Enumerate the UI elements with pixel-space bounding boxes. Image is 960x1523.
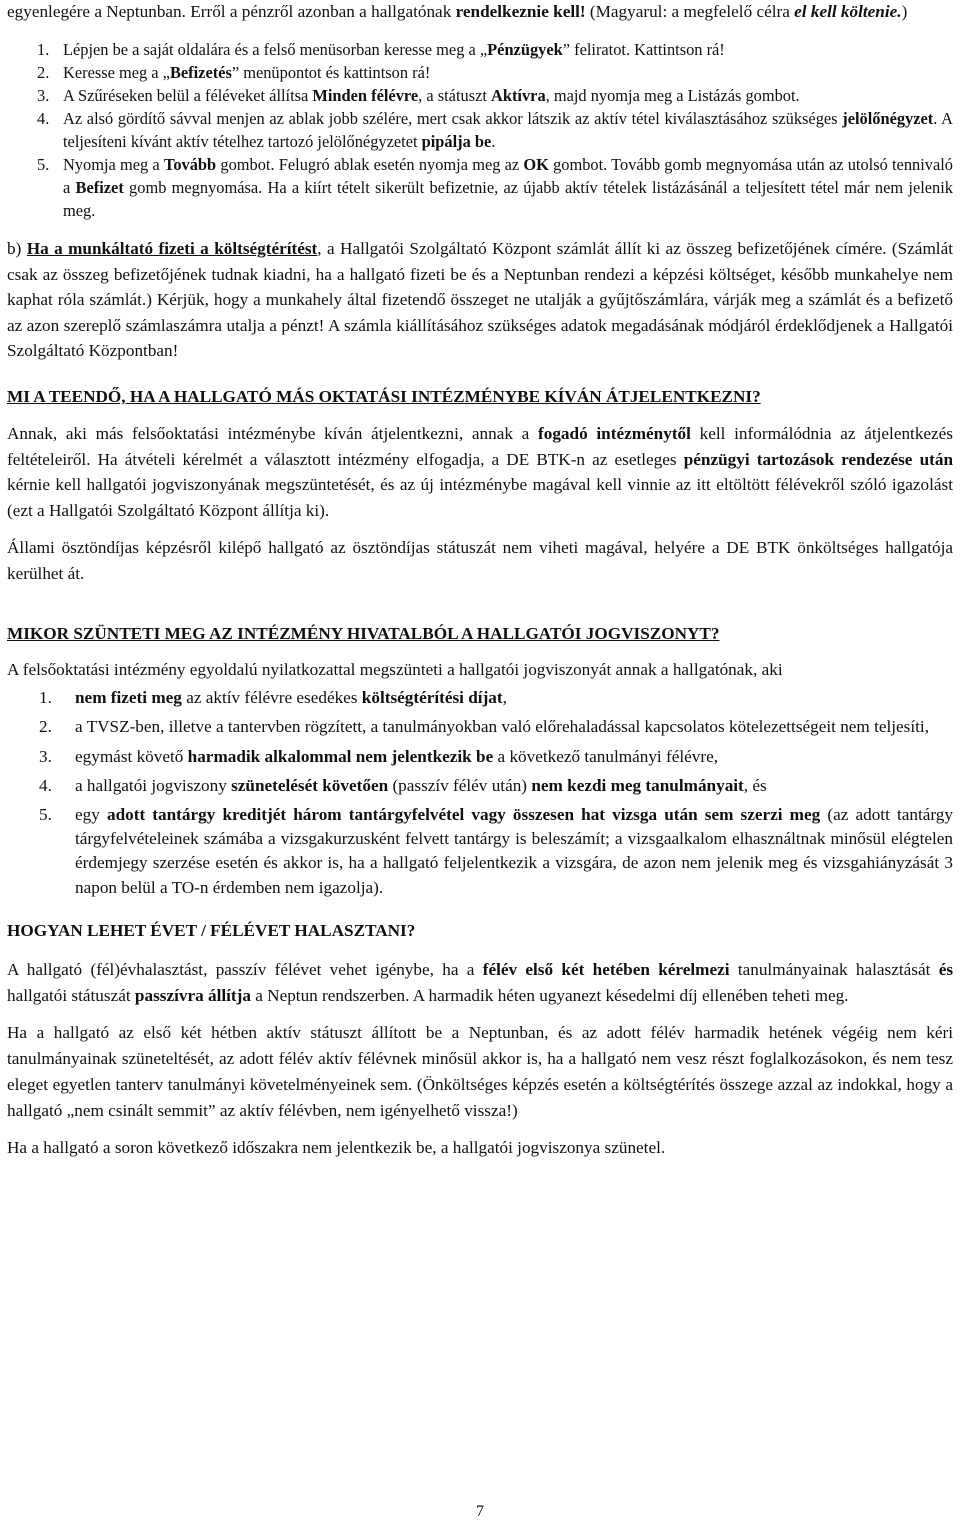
step-number: 2. (37, 63, 50, 82)
transfer-segment: fogadó intézménytől (538, 423, 691, 443)
termination-item (7, 686, 953, 710)
intro-text: egyenlegére a Neptunban. Erről a pénzről azonban a hallgatónak (7, 2, 456, 21)
step-segment: Aktívra (491, 86, 546, 105)
deferral-segment: tanulmányainak halasztását (729, 959, 939, 979)
termination-item (7, 803, 953, 900)
termination-number: 2. (39, 717, 52, 737)
termination-segment: szünetelését követően (231, 775, 389, 795)
intro-text-2: (Magyarul: a megfelelő célra (585, 2, 795, 21)
termination-number: 4. (39, 775, 52, 795)
step-item (37, 84, 953, 107)
heading-transfer: MI A TEENDŐ, HA A HALLGATÓ MÁS OKTATÁSI INTÉZMÉNYBE KÍVÁN ÁTJELENTKEZNI? (7, 386, 761, 406)
termination-item (7, 715, 953, 739)
step-segment: Pénzügyek (487, 40, 563, 59)
step-number: 4. (37, 109, 50, 128)
termination-intro: A felsőoktatási intézmény egyoldalú nyilatkozattal megszünteti a hallgatói jogviszonyát annak a hallgatónak, aki (7, 659, 783, 679)
termination-number: 3. (39, 746, 52, 766)
deferral-segment: hallgatói státuszát (7, 985, 135, 1005)
termination-segment: (passzív félév után) (388, 775, 532, 795)
step-segment: gombot. Tovább gomb megnyomása után az utolsó tennivaló a (63, 155, 953, 197)
step-number: 1. (37, 40, 50, 59)
employer-segment: b) (7, 239, 27, 258)
deferral-paragraph-2: Ha a hallgató az első két hétben aktív státuszt állított be a Neptunban, és az adott félév harmadik hetének végéig nem kéri tanulmányainak szüneteltését, az adott félév aktív félévnek minősül akkor is, ha a hallgató nem vesz részt foglalkozásokon, és nem tesz eleget egyetlen tanterv tanulmányi követelményeinek sem. (Önköltséges képzés esetén a költségtérítés összege azzal az indokkal, hogy a hallgató „nem csinált semmit” az aktív félévben, nem igényelhető vissza!) (7, 1023, 953, 1120)
step-number: 3. (37, 86, 50, 105)
step-segment: Befizet (75, 178, 124, 197)
step-segment: , majd nyomja meg a Listázás gombot. (545, 86, 800, 105)
step-segment: gomb megnyomása. Ha a kiírt tételt sikerült befizetnie, az újabb aktív tételek listázásánál a teljesített tétel már nem jelenik meg. (63, 178, 953, 220)
termination-segment: nem kezdi meg tanulmányait (531, 775, 744, 795)
heading-termination: MIKOR SZÜNTETI MEG AZ INTÉZMÉNY HIVATALBÓL A HALLGATÓI JOGVISZONYT? (7, 623, 720, 643)
intro-bolditalic: el kell költenie. (794, 2, 902, 21)
termination-segment: (az adott tantárgy tárgyfelvételeinek számába a vizsgakurzusként felvett tantárgy is beleszámít; a vizsgaalkalom elhasználtnak minősül elégtelen érdemjegy szerzése esetén és akkor is, ha a hallgató feljelentkezik a vizsgára, de azon nem jelenik meg és vizsgahiányzását 3 napon belül a TO-n érdemben nem igazolja). (75, 804, 953, 897)
termination-segment: egy (75, 804, 107, 824)
step-segment: ” menüpontot és kattintson rá! (231, 63, 431, 82)
payment-steps-list (7, 38, 953, 222)
heading-deferral: HOGYAN LEHET ÉVET / FÉLÉVET HALASZTANI? (7, 920, 416, 940)
intro-end: ) (901, 2, 908, 21)
termination-list (7, 686, 953, 900)
intro-paragraph (7, 0, 953, 24)
termination-segment: a következő tanulmányi félévre, (493, 746, 718, 766)
termination-segment: az aktív félévre esedékes (181, 688, 362, 708)
step-segment: , a státuszt (418, 86, 492, 105)
step-segment: jelölőnégyzet (842, 109, 934, 128)
termination-item (7, 774, 953, 798)
step-segment: ” feliratot. Kattintson rá! (562, 40, 725, 59)
termination-number: 5. (39, 804, 52, 824)
deferral-paragraph-1 (7, 957, 953, 1009)
step-segment: Nyomja meg a (63, 155, 164, 174)
intro-bold: rendelkeznie kell! (455, 2, 586, 21)
step-segment: Lépjen be a saját oldalára és a felső menüsorban keresse meg a „ (63, 40, 488, 59)
state-scholarship-paragraph: Állami ösztöndíjas képzésről kilépő hallgató az ösztöndíjas státuszát nem viheti magával, helyére a DE BTK önköltséges hallgatója kerülhet át. (7, 538, 953, 583)
step-segment: A Szűréseken belül a féléveket állítsa (63, 86, 313, 105)
employer-payment-paragraph (7, 236, 953, 364)
step-segment: OK (523, 155, 549, 174)
transfer-segment: kell informálódnia az átjelentkezés feltételeiről. Ha átvételi kérelmét a választott intézmény elfogadja, a DE BTK-n az esetleges (7, 423, 953, 469)
step-segment: . (491, 132, 496, 151)
deferral-paragraph-3: Ha a hallgató a soron következő időszakra nem jelentkezik be, a hallgatói jogviszonya szünetel. (7, 1137, 666, 1157)
document-page (7, 0, 953, 1160)
termination-segment: , (502, 688, 507, 708)
step-segment: Az alsó gördítő sávval menjen az ablak jobb szélére, mert csak akkor látszik az aktív tétel kiválasztásához szükséges (63, 109, 843, 128)
step-item (37, 107, 953, 153)
termination-segment: , és (743, 775, 767, 795)
step-number: 5. (37, 155, 50, 174)
transfer-segment: kérnie kell hallgatói jogviszonyának megszüntetését, és az új intézménybe magával kell vinnie az itt eltöltött félévekről szóló igazolást (ezt a Hallgatói Szolgáltató Központ állítja ki). (7, 475, 953, 520)
employer-segment: , a Hallgatói Szolgáltató Központ számlát állít ki az összeg befizetőjének címére. (Számlát csak az összeg befizetőjének tudnak kiadni, ha a hallgató fizeti be és a Neptunban rendezi a képzési költséget, később munkahelye nem kaphat róla számlát.) Kérjük, hogy a munkahely által fizetendő összeget ne utalják a gyűjtőszámlára, várják meg a számlát és a befizető az azon szereplő számlaszámra utalja a pénzt! A számla kiállításához szükséges adatok megadásának módjáról érdeklődjenek a Hallgatói Szolgáltató Központban! (7, 239, 953, 361)
employer-segment: Ha a munkáltató fizeti a költségtérítést (26, 239, 318, 258)
transfer-segment: pénzügyi tartozások rendezése után (683, 449, 953, 469)
step-segment: Befizetés (169, 63, 232, 82)
deferral-segment: passzívra állítja (134, 985, 251, 1005)
termination-segment: harmadik alkalommal nem jelentkezik be (187, 746, 494, 766)
step-item (37, 153, 953, 222)
termination-number: 1. (39, 688, 52, 708)
step-segment: Tovább (163, 155, 217, 174)
termination-item (7, 745, 953, 769)
step-segment: Minden félévre (312, 86, 419, 105)
deferral-segment: félév első két hetében kérelmezi (482, 959, 730, 979)
termination-segment: a TVSZ-ben, illetve a tantervben rögzített, a tanulmányokban való előrehaladással kapcsolatos kötelezettségeit nem teljesíti, (75, 717, 929, 737)
page-number: 7 (476, 1503, 484, 1520)
transfer-segment: Annak, aki más felsőoktatási intézménybe kíván átjelentkezni, annak a (7, 423, 539, 443)
step-item (37, 61, 953, 84)
step-segment: gombot. Felugró ablak esetén nyomja meg az (216, 155, 524, 174)
deferral-segment: és (938, 959, 954, 979)
termination-segment: költségtérítési díjat (361, 688, 503, 708)
deferral-segment: a Neptun rendszerben. A harmadik héten ugyanezt késedelmi díj ellenében teheti meg. (250, 985, 849, 1005)
step-segment: . A teljesíteni kívánt aktív tételhez tartozó jelölőnégyzetet (63, 109, 953, 151)
step-segment: Keresse meg a „ (63, 63, 170, 82)
termination-segment: egymást követő (75, 746, 188, 766)
deferral-segment: A hallgató (fél)évhalasztást, passzív félévet vehet igénybe, ha a (7, 959, 483, 979)
transfer-paragraph (7, 421, 953, 523)
termination-segment: a hallgatói jogviszony (75, 775, 232, 795)
termination-segment: adott tantárgy kreditjét három tantárgyfelvétel vagy összesen hat vizsga után sem szerzi meg (106, 804, 821, 824)
step-item (37, 38, 953, 61)
termination-segment: nem fizeti meg (75, 688, 182, 708)
step-segment: pipálja be (421, 132, 492, 151)
